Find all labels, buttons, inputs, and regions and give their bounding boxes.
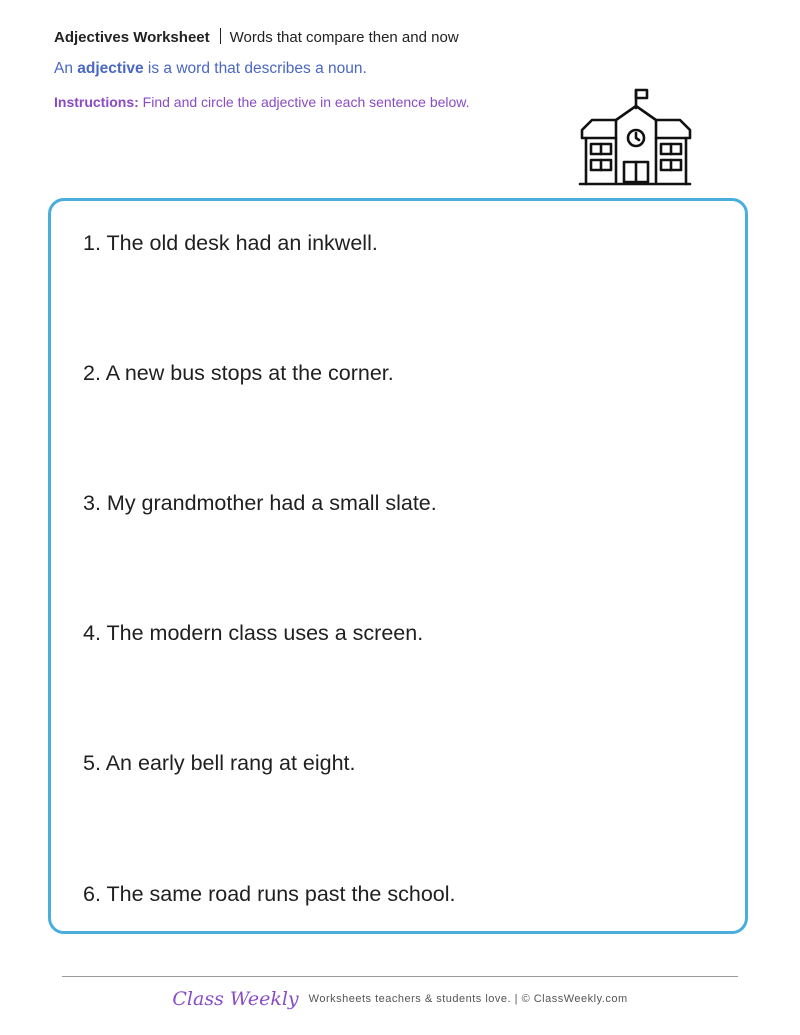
- instructions-label: Instructions:: [54, 94, 139, 110]
- footer-tagline: Worksheets teachers & students love. | © ClassWeekly.com: [308, 993, 628, 1005]
- worksheet-subtitle: Words that compare then and now: [229, 29, 459, 46]
- school-building-icon: [578, 86, 692, 188]
- instructions: [54, 94, 470, 110]
- footer: [0, 988, 800, 1010]
- definition-keyword: adjective: [77, 60, 144, 77]
- adjective-definition: [54, 60, 367, 78]
- worksheet-title: Adjectives Worksheet: [54, 29, 210, 46]
- sentence-1[interactable]: 1. The old desk had an inkwell.: [83, 231, 378, 255]
- sentence-5[interactable]: 5. An early bell rang at eight.: [83, 751, 356, 775]
- sentence-4[interactable]: 4. The modern class uses a screen.: [83, 621, 424, 645]
- sentence-2[interactable]: 2. A new bus stops at the corner.: [83, 361, 394, 385]
- brand-logo: Class Weekly: [172, 988, 299, 1010]
- sentence-3[interactable]: 3. My grandmother had a small slate.: [83, 491, 437, 515]
- instructions-text: Find and circle the adjective in each sentence below.: [138, 94, 470, 110]
- definition-prefix: An: [54, 60, 78, 77]
- footer-divider: [62, 976, 738, 977]
- worksheet-header: [54, 28, 459, 46]
- definition-rest: is a word that describes a noun.: [143, 60, 367, 77]
- header-separator: [220, 28, 221, 44]
- sentence-box: [48, 198, 748, 934]
- sentence-6[interactable]: 6. The same road runs past the school.: [83, 882, 456, 906]
